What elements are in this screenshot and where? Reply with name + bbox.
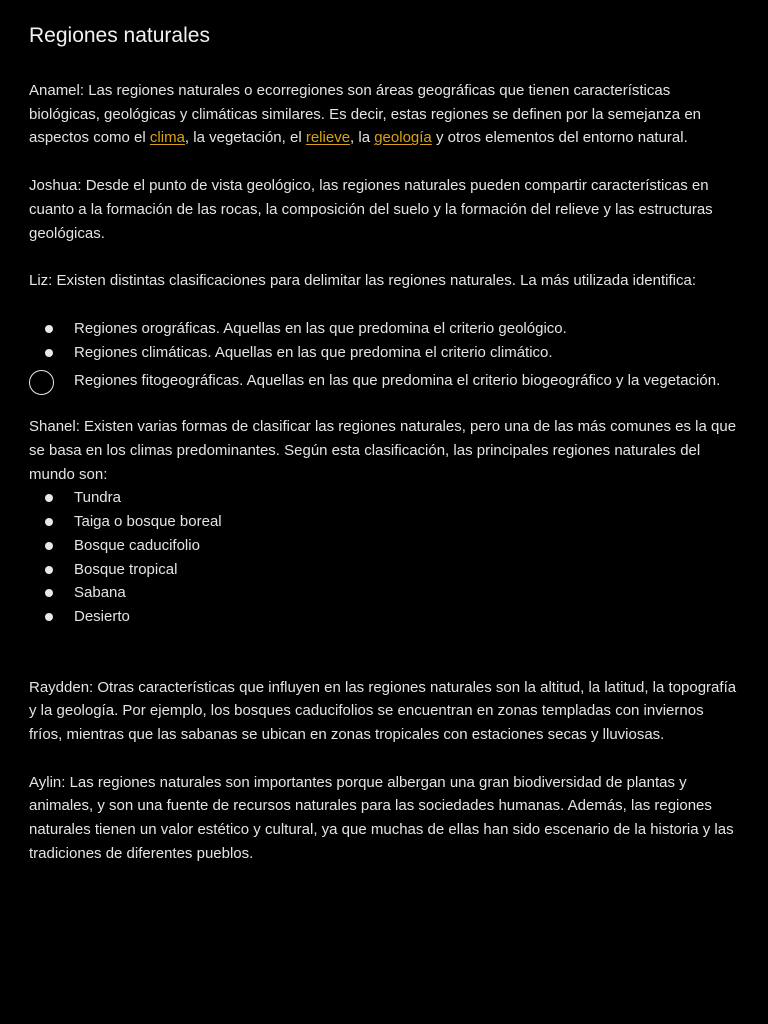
list-item: [29, 581, 741, 605]
bullet-dot-icon: [45, 518, 53, 526]
list-item: [29, 341, 741, 365]
anamel-text-2: , la vegetación, el: [184, 129, 306, 147]
spacer: [29, 245, 741, 269]
bullet-dot-icon: [45, 566, 53, 574]
paragraph-liz: Liz: Existen distintas clasificaciones para delimitar las regiones naturales. La más utilizada identifica:: [29, 272, 696, 290]
list-item-label: Bosque tropical: [74, 560, 178, 578]
paragraph-shanel: Shanel: Existen varias formas de clasificar las regiones naturales, pero una de las más comunes es la que se basa en los climas predominantes. Según esta clasificación, las principales regiones naturales del mundo son:: [29, 418, 737, 483]
paragraph-aylin: Aylin: Las regiones naturales son importantes porque albergan una gran biodiversidad de plantas y animales, y son una fuente de recursos naturales para las sociedades humanas. Además, las regiones naturales tienen un valor estético y cultural, ya que muchas de ellas han sido escenario de la historia y las tradiciones de diferentes pueblos.: [29, 773, 734, 862]
list-item-label: Tundra: [74, 489, 121, 507]
bullet-dot-icon: [45, 589, 53, 597]
bullet-dot-icon: [45, 542, 53, 550]
anamel-text-4: y otros elementos del entorno natural.: [431, 129, 688, 147]
link-clima[interactable]: clima: [149, 129, 185, 147]
anamel-text-1: Anamel: Las regiones naturales o ecorregiones son áreas geográficas que tienen características biológicas, geológicas y climáticas similares. Es decir, estas regiones se definen por la semejanza en aspectos como el: [29, 82, 702, 147]
paragraph-anamel: [29, 79, 741, 150]
list-item-label: Taiga o bosque boreal: [74, 513, 222, 531]
list-item: [29, 534, 741, 558]
paragraph-joshua: Joshua: Desde el punto de vista geológico, las regiones naturales pueden compartir características en cuanto a la formación de las rocas, la composición del suelo y la formación del relieve y las estructuras geológicas.: [29, 177, 713, 242]
list-item-label: Bosque caducifolio: [74, 536, 200, 554]
document-page: [29, 22, 741, 866]
link-relieve[interactable]: relieve: [305, 129, 351, 147]
list-item-label: Desierto: [74, 607, 130, 625]
spacer: [29, 629, 741, 676]
list-item-label: Regiones climáticas. Aquellas en las que predomina el criterio climático.: [74, 343, 553, 361]
bullet-dot-icon: [45, 325, 53, 333]
bullet-dot-icon: [45, 349, 53, 357]
shanel-list: [29, 486, 741, 628]
bullet-dot-icon: [45, 494, 53, 502]
spacer: [29, 293, 741, 317]
spacer: [29, 150, 741, 174]
paragraph-raydden: Raydden: Otras características que influyen en las regiones naturales son la altitud, la latitud, la topografía y la geología. Por ejemplo, los bosques caducifolios se encuentran en zonas templadas con inviernos fríos, mientras que las sabanas se ubican en zonas tropicales con estaciones secas y lluviosas.: [29, 678, 737, 744]
list-item: [29, 605, 741, 629]
anamel-text-3: , la: [350, 129, 375, 147]
list-item-label: Regiones fitogeográficas. Aquellas en las que predomina el criterio biogeográfico y la vegetación.: [74, 372, 721, 390]
bullet-dot-icon: [45, 613, 53, 621]
list-item: [29, 486, 741, 510]
list-item: [29, 370, 741, 391]
spacer: [29, 747, 741, 771]
list-item: [29, 510, 741, 534]
list-item: [29, 317, 741, 341]
list-item: [29, 558, 741, 582]
liz-list: [29, 317, 741, 391]
spacer: [29, 391, 741, 415]
list-item-label: Sabana: [74, 584, 126, 602]
list-item-label: Regiones orográficas. Aquellas en las que predomina el criterio geológico.: [74, 319, 567, 337]
page-title: Regiones naturales: [29, 24, 210, 47]
link-geologia[interactable]: geología: [374, 129, 432, 147]
